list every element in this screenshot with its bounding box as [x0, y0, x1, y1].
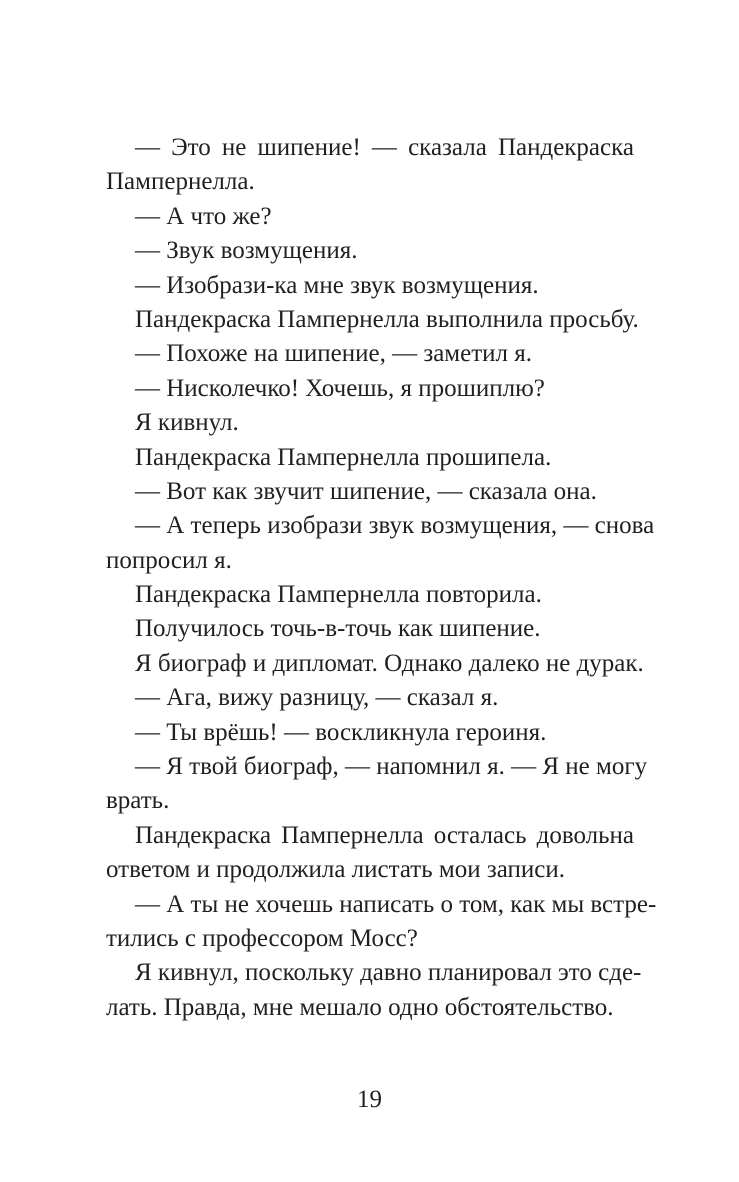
- text-line: — Ты врёшь! — воскликнула героиня.: [135, 718, 547, 746]
- text-line: Я биограф и дипломат. Однако далеко не дурак.: [135, 649, 644, 677]
- text-line: Пандекраска Пампернелла осталась довольна: [135, 821, 634, 849]
- text-line: тились с профессором Мосс?: [106, 924, 418, 952]
- text-line: Пандекраска Пампернелла повторила.: [135, 581, 542, 609]
- text-line: — Нисколечко! Хочешь, я прошиплю?: [135, 374, 545, 402]
- page-number: 19: [357, 1086, 382, 1113]
- text-line: Получилось точь-в-точь как шипение.: [135, 615, 541, 643]
- text-line: — А ты не хочешь написать о том, как мы встре-: [135, 890, 657, 918]
- text-line: — Звук возмущения.: [135, 237, 358, 265]
- text-line: Пандекраска Пампернелла прошипела.: [135, 443, 552, 471]
- text-line: лать. Правда, мне мешало одно обстоятельство.: [106, 993, 614, 1021]
- text-line: Пандекраска Пампернелла выполнила просьбу.: [135, 305, 639, 333]
- text-line: — А теперь изобрази звук возмущения, — снова: [135, 512, 655, 540]
- text-line: — А что же?: [135, 202, 272, 230]
- text-line: Пампернелла.: [106, 168, 255, 196]
- text-line: Я кивнул, поскольку давно планировал это сде-: [135, 959, 642, 987]
- text-line: Я кивнул.: [135, 409, 239, 437]
- text-line: — Это не шипение! — сказала Пандекраска: [135, 134, 634, 161]
- text-line: — Изобрази-ка мне звук возмущения.: [135, 271, 539, 299]
- text-line: — Вот как звучит шипение, — сказала она.: [135, 477, 597, 505]
- text-line: ответом и продолжила листать мои записи.: [106, 856, 565, 884]
- text-line: попросил я.: [106, 546, 232, 574]
- text-line: — Ага, вижу разницу, — сказал я.: [135, 684, 499, 712]
- text-line: врать.: [106, 787, 170, 815]
- body-text: [106, 131, 657, 1025]
- text-line: — Я твой биограф, — напомнил я. — Я не могу: [135, 753, 648, 781]
- text-line: — Похоже на шипение, — заметил я.: [135, 340, 532, 368]
